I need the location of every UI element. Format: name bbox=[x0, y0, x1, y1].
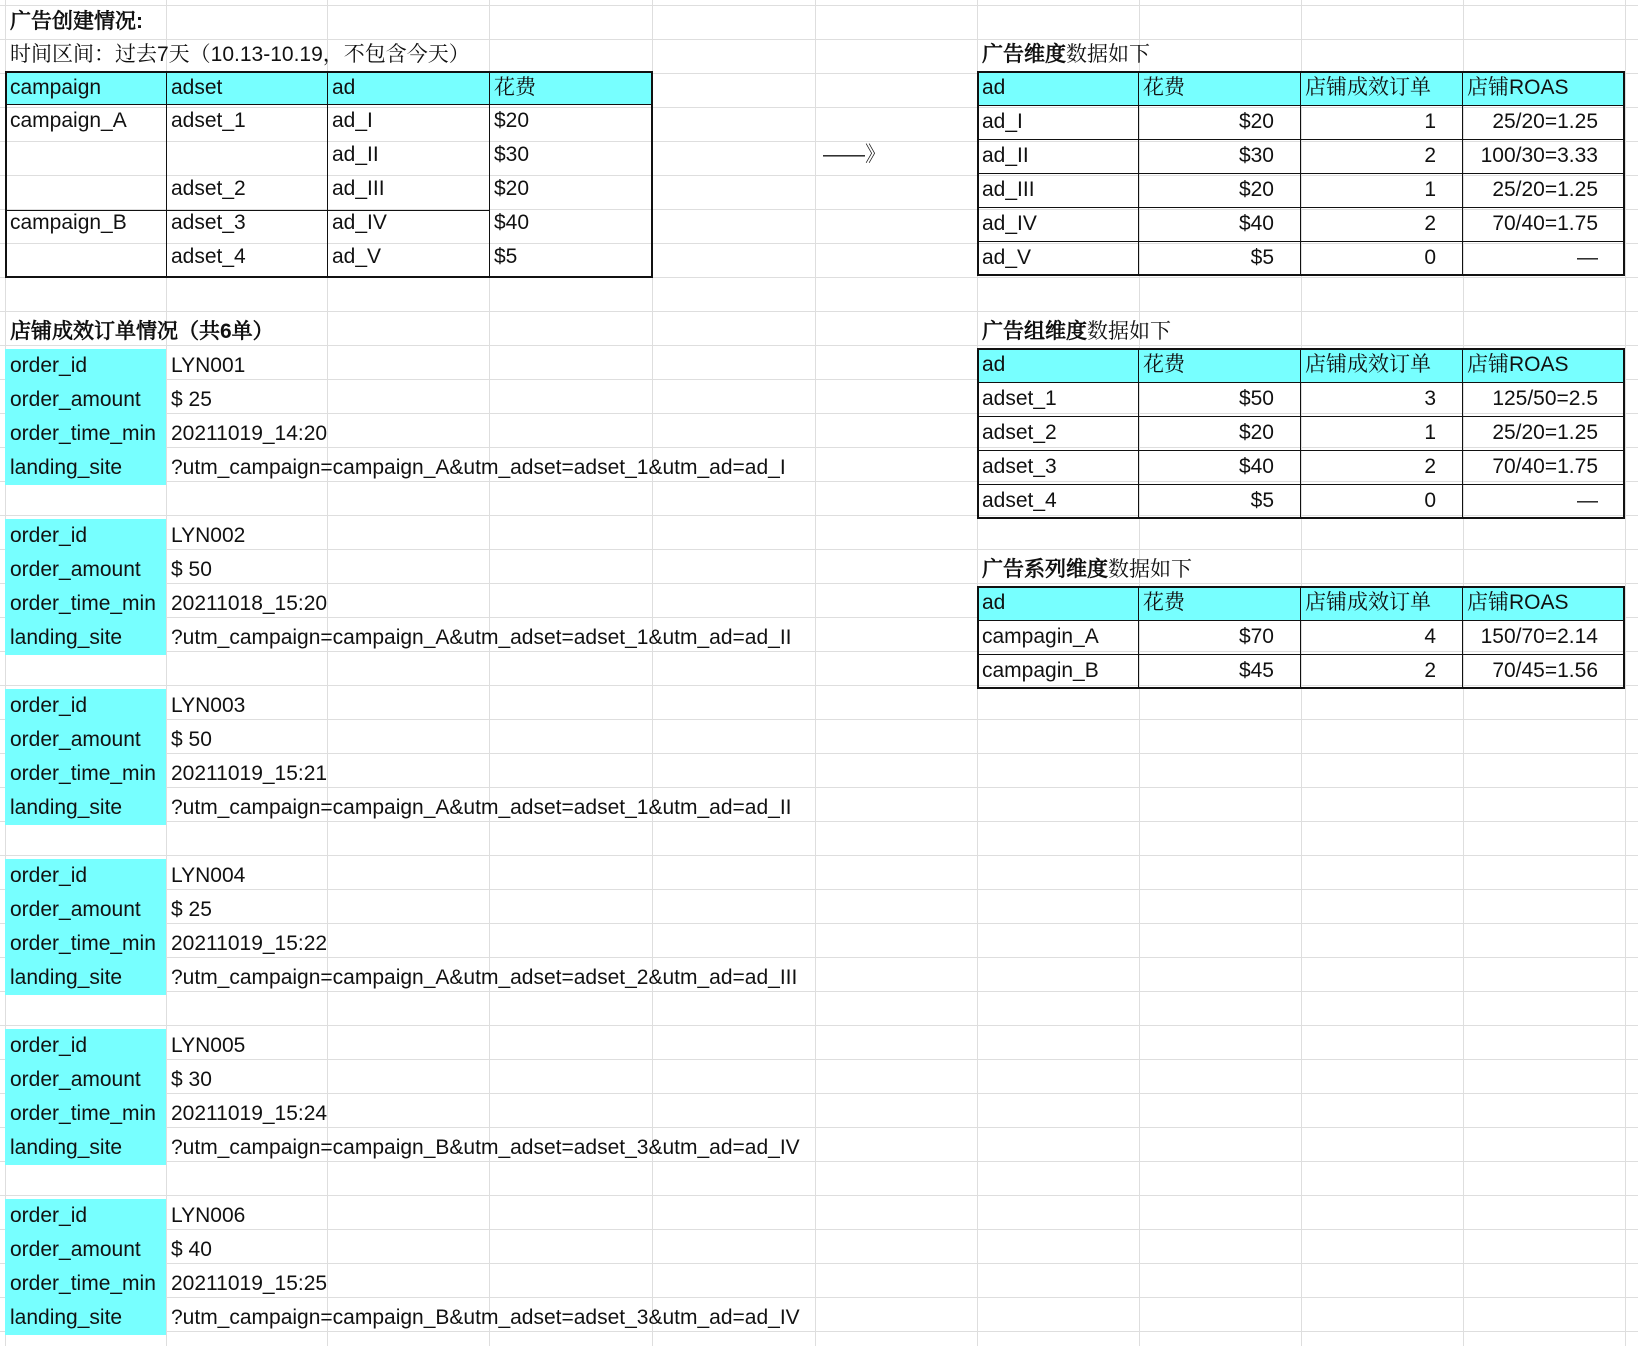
adset-row-4-col-3[interactable]: — bbox=[1577, 489, 1598, 512]
order-label-landing-site[interactable]: landing_site bbox=[5, 1301, 166, 1335]
adset-row-1-col-3[interactable]: 125/50=2.5 bbox=[1492, 387, 1598, 410]
border-line bbox=[489, 71, 490, 277]
order-6-amount[interactable]: $ 40 bbox=[171, 1238, 212, 1261]
adset-row-2-col-2[interactable]: 1 bbox=[1424, 421, 1436, 444]
border-line bbox=[1300, 348, 1301, 519]
order-label-order-time-min[interactable]: order_time_min bbox=[5, 927, 166, 961]
cell-adset-4[interactable]: adset_4 bbox=[171, 245, 246, 268]
ad-row-2-col-0[interactable]: ad_II bbox=[982, 144, 1029, 167]
campaign-row-1-col-1[interactable]: $70 bbox=[1238, 625, 1274, 648]
order-label-order-id[interactable]: order_id bbox=[5, 689, 166, 723]
order-5-amount[interactable]: $ 30 bbox=[171, 1068, 212, 1091]
title-bold-part: 广告系列维度 bbox=[982, 558, 1108, 581]
ad-row-3-col-3[interactable]: 25/20=1.25 bbox=[1492, 178, 1598, 201]
border-line bbox=[1462, 586, 1463, 689]
order-label-order-time-min[interactable]: order_time_min bbox=[5, 1097, 166, 1131]
order-label-order-id[interactable]: order_id bbox=[5, 1029, 166, 1063]
order-label-order-time-min[interactable]: order_time_min bbox=[5, 587, 166, 621]
cell-spend-5[interactable]: $5 bbox=[494, 245, 518, 268]
campaign-header-1[interactable]: 花费 bbox=[1138, 586, 1300, 620]
grid-column-line bbox=[1625, 0, 1626, 1346]
border-line bbox=[5, 104, 653, 105]
border-line bbox=[166, 71, 167, 277]
ad-row-2-col-2[interactable]: 2 bbox=[1424, 144, 1436, 167]
order-1-amount[interactable]: $ 25 bbox=[171, 388, 212, 411]
grid-row-line bbox=[0, 277, 1638, 278]
border-line bbox=[977, 620, 1625, 621]
adset-row-4-col-2[interactable]: 0 bbox=[1424, 489, 1436, 512]
border-line bbox=[1300, 71, 1301, 276]
adset-header-2[interactable]: 店铺成效订单 bbox=[1300, 348, 1462, 382]
grid-row-line bbox=[0, 855, 1638, 856]
grid-row-line bbox=[0, 583, 1638, 584]
ad-row-3-col-2[interactable]: 1 bbox=[1424, 178, 1436, 201]
header-campaign[interactable]: campaign bbox=[5, 71, 166, 105]
adset-row-3-col-3[interactable]: 70/40=1.75 bbox=[1492, 455, 1598, 478]
order-1-id[interactable]: LYN001 bbox=[171, 354, 246, 377]
order-label-order-time-min[interactable]: order_time_min bbox=[5, 757, 166, 791]
campaign-row-1-col-2[interactable]: 4 bbox=[1424, 625, 1436, 648]
order-3-site[interactable]: ?utm_campaign=campaign_A&utm_adset=adset_1&utm_ad=ad_II bbox=[171, 796, 792, 819]
title-rest-part: 数据如下 bbox=[1087, 320, 1171, 343]
campaign-row-2-col-0[interactable]: campagin_B bbox=[982, 659, 1099, 682]
grid-row-line bbox=[0, 753, 1638, 754]
ad-row-3-col-1[interactable]: $20 bbox=[1238, 178, 1274, 201]
campaign-row-1-col-0[interactable]: campagin_A bbox=[982, 625, 1099, 648]
order-label-order-amount[interactable]: order_amount bbox=[5, 553, 166, 587]
adset-row-1-col-0[interactable]: adset_1 bbox=[982, 387, 1057, 410]
campaign-row-2-col-1[interactable]: $45 bbox=[1238, 659, 1274, 682]
adset-header-3[interactable]: 店铺ROAS bbox=[1462, 348, 1624, 382]
grid-row-line bbox=[0, 311, 1638, 312]
order-label-landing-site[interactable]: landing_site bbox=[5, 451, 166, 485]
ad-row-5-col-2[interactable]: 0 bbox=[1424, 246, 1436, 269]
adset-row-3-col-1[interactable]: $40 bbox=[1238, 455, 1274, 478]
ad-header-1[interactable]: 花费 bbox=[1138, 71, 1300, 105]
border-line bbox=[5, 210, 489, 211]
cell-adset-1[interactable]: adset_1 bbox=[171, 109, 246, 132]
title-bold-part: 广告维度 bbox=[982, 43, 1066, 66]
border-line bbox=[1138, 71, 1139, 276]
ad-row-2-col-3[interactable]: 100/30=3.33 bbox=[1480, 144, 1598, 167]
cell-adset-2[interactable]: adset_2 bbox=[171, 177, 246, 200]
order-5-site[interactable]: ?utm_campaign=campaign_B&utm_adset=adset_3&utm_ad=ad_IV bbox=[171, 1136, 800, 1159]
order-label-landing-site[interactable]: landing_site bbox=[5, 961, 166, 995]
order-4-site[interactable]: ?utm_campaign=campaign_A&utm_adset=adset_2&utm_ad=ad_III bbox=[171, 966, 798, 989]
order-3-time[interactable]: 20211019_15:21 bbox=[171, 762, 328, 785]
order-label-landing-site[interactable]: landing_site bbox=[5, 791, 166, 825]
grid-column-line bbox=[815, 0, 816, 1346]
cell-spend-2[interactable]: $30 bbox=[494, 143, 530, 166]
ad-row-1-col-0[interactable]: ad_I bbox=[982, 110, 1023, 133]
border-line bbox=[1138, 348, 1139, 519]
order-2-site[interactable]: ?utm_campaign=campaign_A&utm_adset=adset_1&utm_ad=ad_II bbox=[171, 626, 792, 649]
border-line bbox=[977, 654, 1625, 655]
order-1-time[interactable]: 20211019_14:20 bbox=[171, 422, 328, 445]
ad-row-5-col-0[interactable]: ad_V bbox=[982, 246, 1032, 269]
cell-ad-5[interactable]: ad_V bbox=[332, 245, 382, 268]
border-line bbox=[977, 450, 1625, 451]
border-line bbox=[1300, 586, 1301, 689]
ad-row-4-col-2[interactable]: 2 bbox=[1424, 212, 1436, 235]
campaign-row-2-col-2[interactable]: 2 bbox=[1424, 659, 1436, 682]
ad-header-0[interactable]: ad bbox=[977, 71, 1138, 105]
cell-spend-1[interactable]: $20 bbox=[494, 109, 530, 132]
order-label-order-id[interactable]: order_id bbox=[5, 859, 166, 893]
border-line bbox=[977, 105, 1625, 106]
section-title-ad-creation: 广告创建情况: bbox=[10, 10, 143, 33]
ad-row-4-col-1[interactable]: $40 bbox=[1238, 212, 1274, 235]
ad-dimension-title bbox=[977, 38, 1155, 72]
cell-campaign-b[interactable]: campaign_B bbox=[10, 211, 127, 234]
order-label-order-id[interactable]: order_id bbox=[5, 519, 166, 553]
order-label-order-id[interactable]: order_id bbox=[5, 349, 166, 383]
time-range-label: 时间区间：过去7天（10.13-10.19，不包含今天） bbox=[10, 43, 470, 66]
order-2-time[interactable]: 20211018_15:20 bbox=[171, 592, 328, 615]
order-6-id[interactable]: LYN006 bbox=[171, 1204, 246, 1227]
border-line bbox=[977, 173, 1625, 174]
arrow-right-icon: ——》 bbox=[823, 143, 886, 166]
order-3-amount[interactable]: $ 50 bbox=[171, 728, 212, 751]
campaign-header-2[interactable]: 店铺成效订单 bbox=[1300, 586, 1462, 620]
header-ad[interactable]: ad bbox=[327, 71, 489, 105]
order-3-id[interactable]: LYN003 bbox=[171, 694, 246, 717]
adset-row-1-col-2[interactable]: 3 bbox=[1424, 387, 1436, 410]
ad-row-1-col-1[interactable]: $20 bbox=[1238, 110, 1274, 133]
order-label-landing-site[interactable]: landing_site bbox=[5, 621, 166, 655]
order-6-site[interactable]: ?utm_campaign=campaign_B&utm_adset=adset_3&utm_ad=ad_IV bbox=[171, 1306, 800, 1329]
grid-row-line bbox=[0, 1093, 1638, 1094]
order-label-landing-site[interactable]: landing_site bbox=[5, 1131, 166, 1165]
cell-ad-2[interactable]: ad_II bbox=[332, 143, 379, 166]
grid-row-line bbox=[0, 1195, 1638, 1196]
order-5-id[interactable]: LYN005 bbox=[171, 1034, 246, 1057]
ad-row-4-col-3[interactable]: 70/40=1.75 bbox=[1492, 212, 1598, 235]
ad-row-1-col-3[interactable]: 25/20=1.25 bbox=[1492, 110, 1598, 133]
order-4-id[interactable]: LYN004 bbox=[171, 864, 246, 887]
grid-row-line bbox=[0, 1025, 1638, 1026]
order-label-order-id[interactable]: order_id bbox=[5, 1199, 166, 1233]
cell-ad-1[interactable]: ad_I bbox=[332, 109, 373, 132]
grid-row-line bbox=[0, 5, 1638, 6]
grid-row-line bbox=[0, 1263, 1638, 1264]
section-title-orders: 店铺成效订单情况（共6单） bbox=[10, 320, 274, 343]
order-label-order-time-min[interactable]: order_time_min bbox=[5, 1267, 166, 1301]
adset-row-3-col-2[interactable]: 2 bbox=[1424, 455, 1436, 478]
cell-ad-3[interactable]: ad_III bbox=[332, 177, 385, 200]
order-4-time[interactable]: 20211019_15:22 bbox=[171, 932, 328, 955]
order-2-id[interactable]: LYN002 bbox=[171, 524, 246, 547]
adset-header-0[interactable]: ad bbox=[977, 348, 1138, 382]
border-line bbox=[1138, 586, 1139, 689]
campaign-header-0[interactable]: ad bbox=[977, 586, 1138, 620]
adset-dimension-title bbox=[977, 315, 1176, 349]
adset-row-4-col-0[interactable]: adset_4 bbox=[982, 489, 1057, 512]
order-label-order-amount[interactable]: order_amount bbox=[5, 1233, 166, 1267]
border-line bbox=[977, 484, 1625, 485]
title-rest-part: 数据如下 bbox=[1108, 558, 1192, 581]
border-line bbox=[977, 207, 1625, 208]
ad-row-5-col-1[interactable]: $5 bbox=[1250, 246, 1274, 269]
cell-spend-3[interactable]: $20 bbox=[494, 177, 530, 200]
order-4-amount[interactable]: $ 25 bbox=[171, 898, 212, 921]
campaign-row-1-col-3[interactable]: 150/70=2.14 bbox=[1480, 625, 1598, 648]
order-label-order-amount[interactable]: order_amount bbox=[5, 383, 166, 417]
title-bold-part: 广告组维度 bbox=[982, 320, 1087, 343]
order-label-order-time-min[interactable]: order_time_min bbox=[5, 417, 166, 451]
campaign-row-2-col-3[interactable]: 70/45=1.56 bbox=[1492, 659, 1598, 682]
cell-spend-4[interactable]: $40 bbox=[494, 211, 530, 234]
campaign-header-3[interactable]: 店铺ROAS bbox=[1462, 586, 1624, 620]
header-adset[interactable]: adset bbox=[166, 71, 327, 105]
title-rest-part: 数据如下 bbox=[1066, 43, 1150, 66]
border-line bbox=[1462, 71, 1463, 276]
order-label-order-amount[interactable]: order_amount bbox=[5, 1063, 166, 1097]
order-5-time[interactable]: 20211019_15:24 bbox=[171, 1102, 328, 1125]
ad-row-1-col-2[interactable]: 1 bbox=[1424, 110, 1436, 133]
ad-row-3-col-0[interactable]: ad_III bbox=[982, 178, 1035, 201]
adset-row-3-col-0[interactable]: adset_3 bbox=[982, 455, 1057, 478]
cell-campaign-a[interactable]: campaign_A bbox=[10, 109, 127, 132]
ad-row-2-col-1[interactable]: $30 bbox=[1238, 144, 1274, 167]
order-label-order-amount[interactable]: order_amount bbox=[5, 723, 166, 757]
border-line bbox=[977, 382, 1625, 383]
ad-header-3[interactable]: 店铺ROAS bbox=[1462, 71, 1624, 105]
cell-adset-3[interactable]: adset_3 bbox=[171, 211, 246, 234]
order-2-amount[interactable]: $ 50 bbox=[171, 558, 212, 581]
order-1-site[interactable]: ?utm_campaign=campaign_A&utm_adset=adset_1&utm_ad=ad_I bbox=[171, 456, 786, 479]
adset-row-2-col-3[interactable]: 25/20=1.25 bbox=[1492, 421, 1598, 444]
order-6-time[interactable]: 20211019_15:25 bbox=[171, 1272, 328, 1295]
cell-ad-4[interactable]: ad_IV bbox=[332, 211, 387, 234]
adset-row-2-col-0[interactable]: adset_2 bbox=[982, 421, 1057, 444]
adset-row-2-col-1[interactable]: $20 bbox=[1238, 421, 1274, 444]
border-line bbox=[1462, 348, 1463, 519]
border-line bbox=[977, 139, 1625, 140]
adset-row-4-col-1[interactable]: $5 bbox=[1250, 489, 1274, 512]
campaign-dimension-title bbox=[977, 553, 1197, 587]
ad-row-4-col-0[interactable]: ad_IV bbox=[982, 212, 1037, 235]
header-spend[interactable]: 花费 bbox=[489, 71, 652, 105]
order-label-order-amount[interactable]: order_amount bbox=[5, 893, 166, 927]
border-line bbox=[327, 71, 328, 277]
ad-header-2[interactable]: 店铺成效订单 bbox=[1300, 71, 1462, 105]
border-line bbox=[977, 416, 1625, 417]
adset-row-1-col-1[interactable]: $50 bbox=[1238, 387, 1274, 410]
ad-row-5-col-3[interactable]: — bbox=[1577, 246, 1598, 269]
border-line bbox=[977, 241, 1625, 242]
adset-header-1[interactable]: 花费 bbox=[1138, 348, 1300, 382]
grid-row-line bbox=[0, 923, 1638, 924]
